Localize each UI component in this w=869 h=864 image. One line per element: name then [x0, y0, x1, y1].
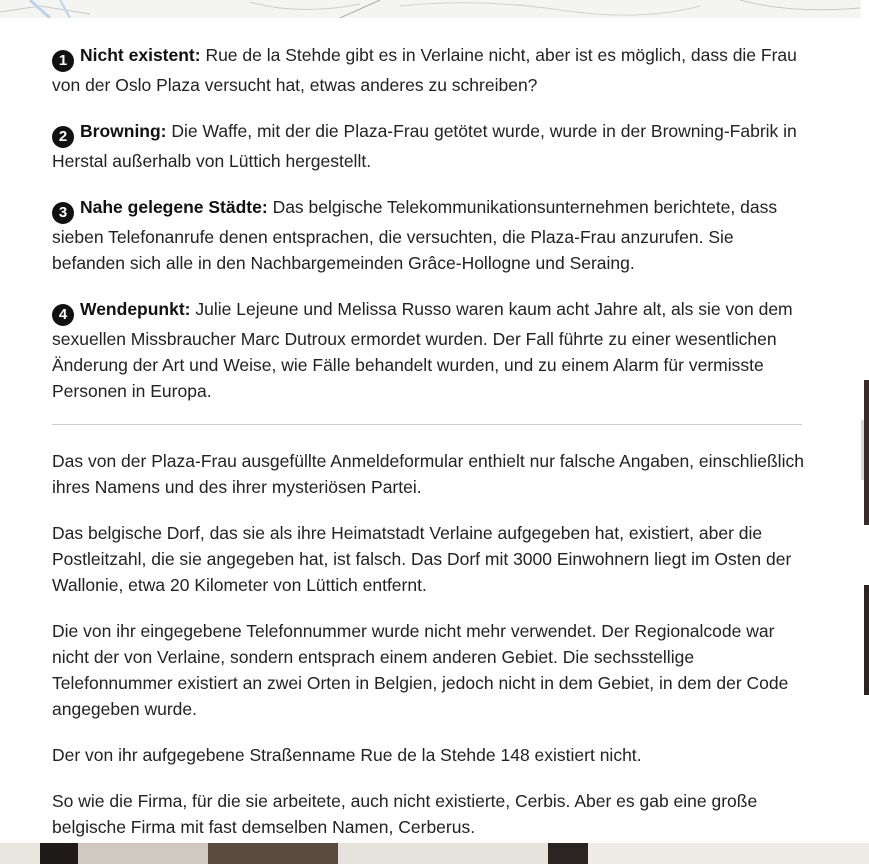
- note-term: Nicht existent:: [80, 45, 201, 65]
- note-term: Nahe gelegene Städte:: [80, 197, 268, 217]
- note-text: Julie Lejeune und Melissa Russo waren kaum acht Jahre alt, als sie von dem sexuellen Missbraucher Marc Dutroux ermordet wurden. Der Fall führte zu einer wesentlichen Änderung der Art und Weise, wie Fälle behandelt wurden, und zu einem Alarm für vermisste Personen in Europa.: [52, 299, 793, 401]
- note-term: Browning:: [80, 121, 167, 141]
- body-paragraph: Das von der Plaza-Frau ausgefüllte Anmeldeformular enthielt nur falsche Angaben, einschließlich ihres Namens und des ihrer mysteriösen Partei.: [52, 451, 804, 497]
- note-4: [52, 296, 804, 404]
- map-image-strip: [0, 0, 869, 18]
- number-badge-2: 2: [52, 126, 74, 148]
- map-lines: [0, 0, 869, 18]
- body-paragraph: Das belgische Dorf, das sie als ihre Heimatstadt Verlaine aufgegeben hat, existiert, aber die Postleitzahl, die sie angegeben hat, ist falsch. Das Dorf mit 3000 Einwohnern liegt im Osten der Wallonie, etwa 20 Kilometer von Lüttich entfernt.: [52, 523, 792, 595]
- note-text: Rue de la Stehde gibt es in Verlaine nicht, aber ist es möglich, dass die Frau von der Oslo Plaza versucht hat, etwas anderes zu schreiben?: [52, 45, 797, 95]
- note-text: Das belgische Telekommunikationsunternehmen berichtete, dass sieben Telefonanrufe denen entsprachen, die versuchten, die Plaza-Frau anzurufen. Sie befanden sich alle in den Nachbargemeinden Grâce-Hollogne und Seraing.: [52, 197, 778, 273]
- body-paragraph: Der von ihr aufgegebene Straßenname Rue de la Stehde 148 existiert nicht.: [52, 745, 642, 765]
- section-divider: [52, 424, 802, 425]
- note-2: [52, 118, 804, 174]
- note-text: Die Waffe, mit der die Plaza-Frau getötet wurde, wurde in der Browning-Fabrik in Herstal außerhalb von Lüttich hergestellt.: [52, 121, 797, 171]
- note-1: [52, 42, 804, 98]
- number-badge-4: 4: [52, 304, 74, 326]
- article-content: [52, 42, 804, 860]
- body-paragraph: So wie die Firma, für die sie arbeitete, auch nicht existierte, Cerbis. Aber es gab eine große belgische Firma mit fast demselben Namen, Cerberus.: [52, 791, 758, 837]
- number-badge-1: 1: [52, 50, 74, 72]
- article-photo: [0, 843, 869, 864]
- number-badge-3: 3: [52, 202, 74, 224]
- note-3: [52, 194, 804, 276]
- body-paragraph: Die von ihr eingegebene Telefonnummer wurde nicht mehr verwendet. Der Regionalcode war nicht der von Verlaine, sondern entsprach einem anderen Gebiet. Die sechsstellige Telefonnummer existiert an zwei Orten in Belgien, jedoch nicht in dem Gebiet, in dem der Code angegeben wurde.: [52, 621, 789, 719]
- background-photo-edge: [861, 0, 869, 864]
- note-term: Wendepunkt:: [80, 299, 191, 319]
